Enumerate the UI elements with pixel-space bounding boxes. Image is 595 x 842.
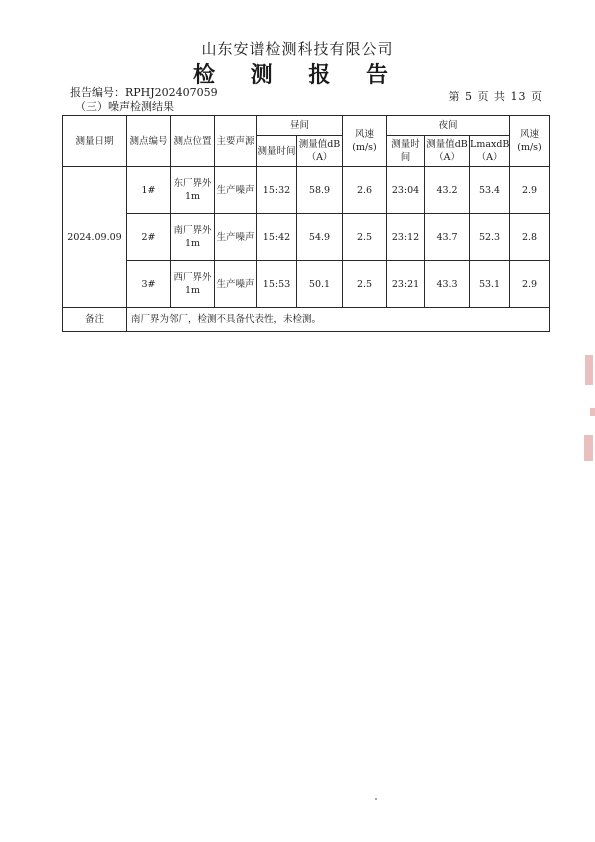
lmax-value: 52.3 (470, 214, 510, 261)
noise-source: 生产噪声 (215, 214, 257, 261)
company-name: 山东安谱检测科技有限公司 (201, 40, 394, 58)
header-night: 夜间 (387, 116, 510, 136)
point-no: 1# (127, 167, 171, 214)
night-value: 43.2 (425, 167, 470, 214)
lmax-value: 53.4 (470, 167, 510, 214)
page-number: 第 5 页 共 13 页 (448, 90, 543, 103)
note-text: 南厂界为邻厂，检测不具备代表性，未检测。 (127, 308, 550, 332)
report-title: 检 测 报 告 (193, 62, 402, 88)
noise-results-table (62, 115, 550, 332)
point-location: 东厂界外1m (171, 167, 215, 214)
night-time: 23:21 (387, 261, 425, 308)
night-wind: 2.8 (510, 214, 550, 261)
night-value: 43.7 (425, 214, 470, 261)
day-time: 15:53 (257, 261, 297, 308)
header-date: 测量日期 (63, 116, 127, 167)
noise-source: 生产噪声 (215, 261, 257, 308)
day-wind: 2.6 (343, 167, 387, 214)
header-row-1 (63, 116, 550, 136)
table-row (63, 214, 550, 261)
header-day: 昼间 (257, 116, 343, 136)
night-time: 23:12 (387, 214, 425, 261)
header-point-location: 测点位置 (171, 116, 215, 167)
header-night-time: 测量时间 (387, 136, 425, 167)
stamp-edge-mark (590, 408, 595, 416)
measure-date: 2024.09.09 (63, 167, 127, 308)
day-value: 54.9 (297, 214, 343, 261)
night-wind: 2.9 (510, 261, 550, 308)
section-title: （三）噪声检测结果 (75, 100, 174, 113)
point-location: 西厂界外1m (171, 261, 215, 308)
table-row (63, 167, 550, 214)
note-label: 备注 (63, 308, 127, 332)
paper-speck (375, 798, 377, 800)
night-time: 23:04 (387, 167, 425, 214)
header-wind-day: 风速(m/s) (343, 116, 387, 167)
day-wind: 2.5 (343, 214, 387, 261)
header-day-value: 测量值dB（A） (297, 136, 343, 167)
noise-source: 生产噪声 (215, 167, 257, 214)
day-value: 58.9 (297, 167, 343, 214)
stamp-edge-mark (584, 435, 593, 461)
header-night-value: 测量值dB（A） (425, 136, 470, 167)
point-no: 3# (127, 261, 171, 308)
day-wind: 2.5 (343, 261, 387, 308)
report-number: 报告编号：RPHJ202407059 (70, 86, 218, 99)
header-wind-night: 风速(m/s) (510, 116, 550, 167)
header-lmax: LmaxdB（A） (470, 136, 510, 167)
lmax-value: 53.1 (470, 261, 510, 308)
day-time: 15:32 (257, 167, 297, 214)
night-wind: 2.9 (510, 167, 550, 214)
point-no: 2# (127, 214, 171, 261)
header-source: 主要声源 (215, 116, 257, 167)
header-point-no: 测点编号 (127, 116, 171, 167)
day-time: 15:42 (257, 214, 297, 261)
note-row (63, 308, 550, 332)
stamp-edge-mark (585, 355, 593, 385)
header-day-time: 测量时间 (257, 136, 297, 167)
point-location: 南厂界外1m (171, 214, 215, 261)
day-value: 50.1 (297, 261, 343, 308)
table-row (63, 261, 550, 308)
night-value: 43.3 (425, 261, 470, 308)
